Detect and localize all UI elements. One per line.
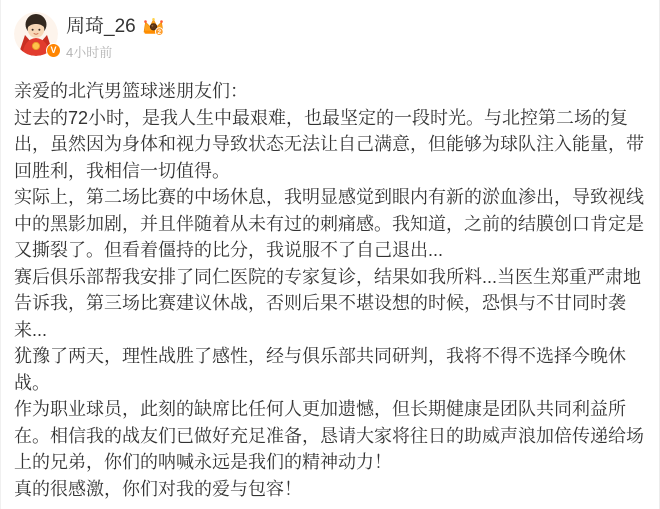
post-content [14, 78, 645, 502]
timestamp[interactable]: 4小时前 [66, 45, 113, 60]
post-paragraph: 犹豫了两天，理性战胜了感性，经与俱乐部共同研判，我将不得不选择今晚休战。 [14, 346, 626, 393]
vip-level-number: 2 [157, 29, 161, 36]
post-paragraph: 赛后俱乐部帮我安排了同仁医院的专家复诊，结果如我所料...当医生郑重严肃地告诉我，第三场比赛建议休战，否则后果不堪设想的时候，恐惧与不甘同时袭来... [14, 266, 641, 340]
post-header [14, 12, 645, 61]
post-paragraph: 过去的72小时，是我人生中最艰难，也最坚定的一段时光。与北控第二场的复出，虽然因为身体和视力导致状态无法让自己满意，但能够为球队注入能量，带回胜利，我相信一切值得。 [14, 107, 644, 181]
author-meta [66, 12, 165, 61]
verified-v-icon: V [46, 43, 61, 58]
avatar[interactable] [14, 12, 58, 56]
post-paragraph: 实际上，第二场比赛的中场休息，我明显感觉到眼内有新的淤血渗出，导致视线中的黑影加剧，并且伴随着从未有过的刺痛感。我知道，之前的结膜创口肯定是又撕裂了。但看着僵持的比分，我说服不了自己退出... [14, 187, 644, 260]
weibo-post [1, 0, 659, 502]
username[interactable]: 周琦_26 [66, 16, 136, 37]
vip-crown-icon [142, 17, 165, 37]
post-paragraph: 真的很感激，你们对我的爱与包容！ [14, 478, 302, 499]
post-paragraph: 作为职业球员，此刻的缺席比任何人更加遗憾，但长期健康是团队共同利益所在。相信我的战友们已做好充足准备，恳请大家将往日的助威声浪加倍传递给场上的兄弟，你们的呐喊永远是我们的精神动力！ [14, 399, 644, 472]
post-paragraph: 亲爱的北汽男篮球迷朋友们： [14, 81, 248, 101]
